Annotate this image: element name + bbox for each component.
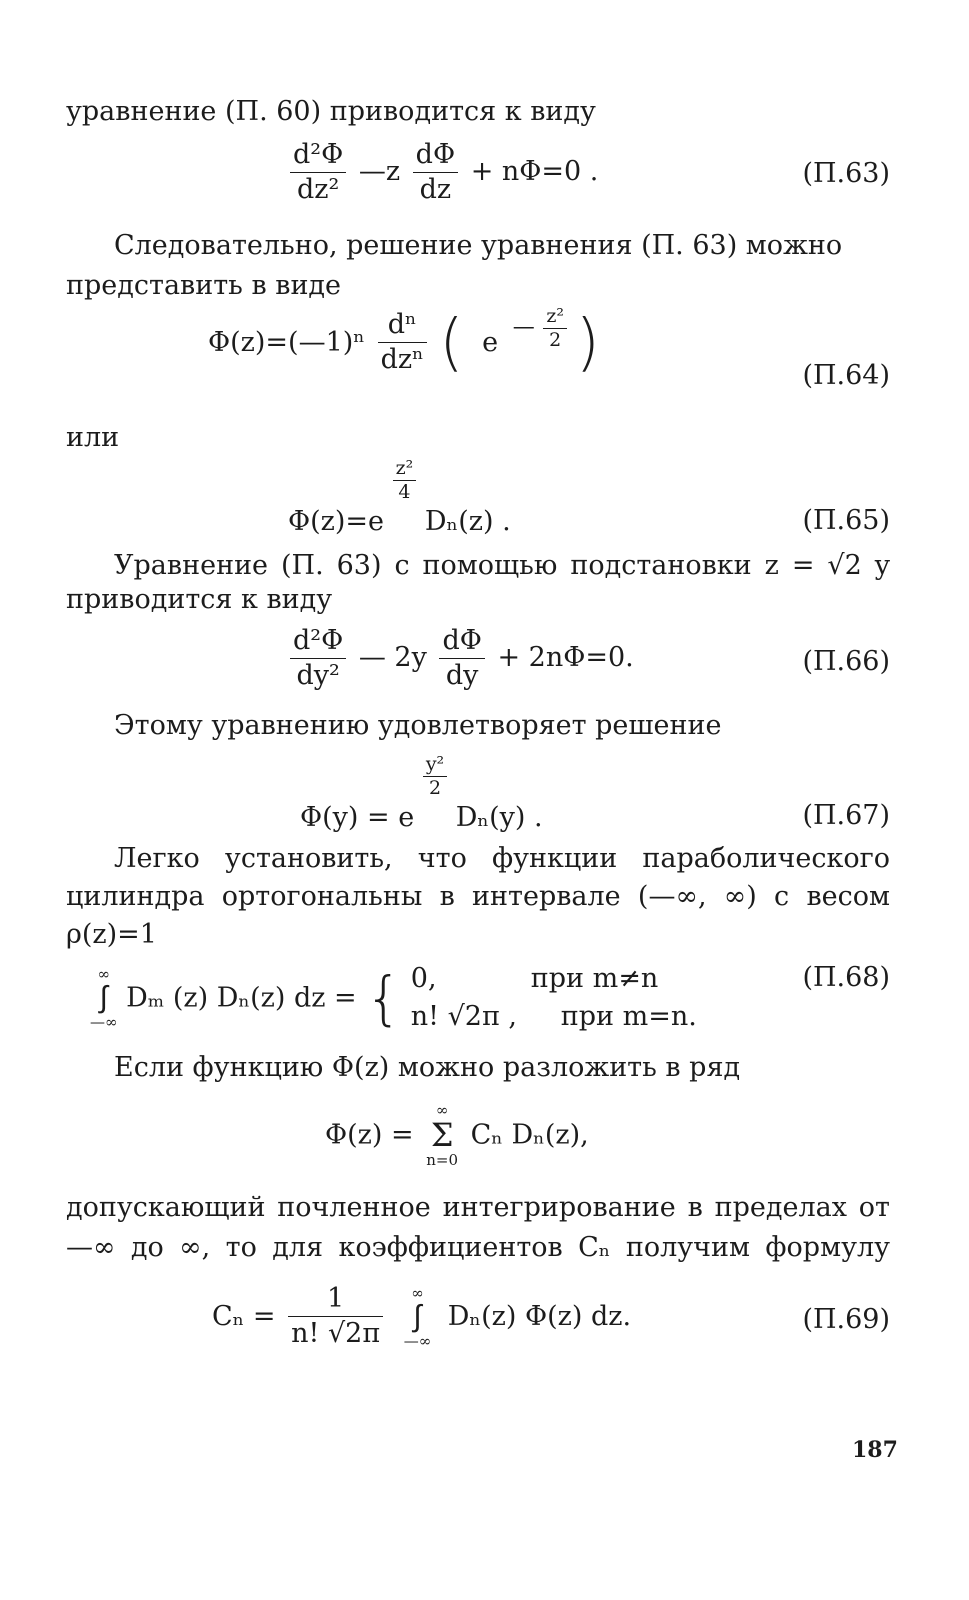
integrand: Dₘ (z) Dₙ(z) dz = xyxy=(126,982,357,1014)
integral-lower: —∞ xyxy=(403,1331,432,1350)
eq-lhs: Φ(z)=e xyxy=(288,506,385,537)
equation-label-64: (П.64) xyxy=(802,360,890,391)
eq-base: e xyxy=(482,327,499,358)
integral-lower: —∞ xyxy=(90,1013,118,1031)
integral xyxy=(90,965,118,1031)
paragraph-1: уравнение (П. 60) приводится к виду xyxy=(66,96,596,127)
cases xyxy=(411,960,697,1036)
equation-63 xyxy=(286,138,598,207)
paragraph-8-text: допускающий почленное интегрирование в пределах от —∞ до ∞, то для коэффициентов Cₙ получим формулу xyxy=(66,1192,890,1263)
paragraph-4b: приводится к виду xyxy=(66,584,333,615)
fraction-dphi-dy xyxy=(439,624,484,693)
paragraph-7: Если функцию Φ(z) можно разложить в ряд xyxy=(114,1052,741,1083)
case-1-condition: при m≠n xyxy=(530,963,659,994)
equation-label-69: (П.69) xyxy=(802,1304,890,1335)
paragraph-2 xyxy=(66,226,890,306)
frac-num: 1 xyxy=(288,1282,383,1317)
exponent xyxy=(513,304,567,351)
equation-68 xyxy=(90,960,697,1036)
equation-64 xyxy=(208,305,600,379)
equation-label-66: (П.66) xyxy=(802,646,890,677)
eq-tail: Dₙ(y) . xyxy=(455,802,543,833)
paragraph-6 xyxy=(66,840,890,954)
eq-lhs: Φ(z) = xyxy=(325,1119,414,1151)
exp-fraction xyxy=(543,304,567,351)
equation-69 xyxy=(212,1282,631,1351)
equation-label-63: (П.63) xyxy=(802,158,890,189)
equation-label-68: (П.68) xyxy=(802,962,890,993)
frac-den: dzⁿ xyxy=(380,344,424,375)
eq-term: + 2nΦ=0. xyxy=(497,642,634,673)
exp-num: z² xyxy=(393,456,417,481)
frac-num: dⁿ xyxy=(378,308,427,343)
equation-series xyxy=(325,1100,589,1170)
fraction-dn-dzn xyxy=(378,308,427,377)
frac-num: d²Φ xyxy=(290,624,346,659)
case-row-1 xyxy=(411,960,697,998)
paragraph-2-text: Следовательно, решение уравнения (П. 63) можно представить в виде xyxy=(66,230,843,301)
case-2-condition: при m=n. xyxy=(560,1001,697,1032)
sum-sign: Σ xyxy=(430,1116,454,1154)
page-number: 187 xyxy=(852,1437,898,1463)
case-row-2 xyxy=(411,998,697,1036)
right-paren: ) xyxy=(575,305,600,379)
equation-label-65: (П.65) xyxy=(802,505,890,536)
fraction-coefficient xyxy=(288,1282,383,1351)
exp-num: y² xyxy=(423,752,447,777)
fraction-d2phi-dy2 xyxy=(290,624,346,693)
eq-rhs: Cₙ Dₙ(z), xyxy=(470,1119,589,1151)
left-brace: { xyxy=(365,964,403,1032)
exp-den: 4 xyxy=(398,481,411,503)
paragraph-8 xyxy=(66,1188,890,1268)
integral-upper: ∞ xyxy=(97,965,110,983)
paragraph-5: Этому уравнению удовлетворяет решение xyxy=(114,710,722,741)
frac-den: dy² xyxy=(296,660,340,691)
integrand: Dₙ(z) Φ(z) dz. xyxy=(447,1301,632,1332)
eq-tail: Dₙ(z) . xyxy=(424,506,511,537)
integral-sign: ∫ xyxy=(99,980,108,1015)
left-paren: ( xyxy=(439,305,464,379)
eq-term: — 2y xyxy=(358,642,427,673)
frac-num: dΦ xyxy=(413,138,458,173)
integral-sign: ∫ xyxy=(413,1298,422,1334)
frac-num: d²Φ xyxy=(290,138,346,173)
eq-term: + nΦ=0 . xyxy=(470,156,599,187)
frac-den: n! √2π xyxy=(291,1318,381,1349)
summation xyxy=(426,1100,458,1170)
frac-den: dy xyxy=(445,660,479,691)
integral-upper: ∞ xyxy=(411,1283,424,1302)
frac-den: dz² xyxy=(296,174,340,205)
fraction-dphi-dz xyxy=(413,138,458,207)
equation-66 xyxy=(286,624,634,693)
eq-lhs: Cₙ = xyxy=(212,1301,276,1332)
integral xyxy=(404,1284,432,1350)
frac-den: dz xyxy=(419,174,452,205)
exp-fraction xyxy=(393,456,417,503)
exp-den: 2 xyxy=(549,329,562,351)
exp-num: z² xyxy=(543,304,567,329)
paragraph-3: или xyxy=(66,422,120,453)
eq-lhs: Φ(z)=(—1)ⁿ xyxy=(208,327,365,358)
equation-67 xyxy=(300,752,543,833)
sum-lower: n=0 xyxy=(426,1151,459,1169)
exp-fraction xyxy=(423,752,447,799)
equation-65 xyxy=(288,456,511,537)
case-2-value: n! √2π , xyxy=(410,1001,517,1032)
case-1-value: 0, xyxy=(410,963,437,994)
sum-upper: ∞ xyxy=(435,1101,449,1119)
eq-lhs: Φ(y) = e xyxy=(300,802,415,833)
paragraph-4a: Уравнение (П. 63) с помощью подстановки z = √2 y xyxy=(114,550,890,581)
equation-label-67: (П.67) xyxy=(802,800,890,831)
paragraph-6-text: Легко установить, что функции параболического цилиндра ортогональны в интервале (—∞, ∞) с весом ρ(z)=1 xyxy=(66,843,890,950)
exp-sign: — xyxy=(512,314,535,340)
fraction-d2phi-dz2 xyxy=(290,138,346,207)
exp-den: 2 xyxy=(428,777,442,799)
frac-num: dΦ xyxy=(439,624,484,659)
eq-term: —z xyxy=(358,156,401,187)
